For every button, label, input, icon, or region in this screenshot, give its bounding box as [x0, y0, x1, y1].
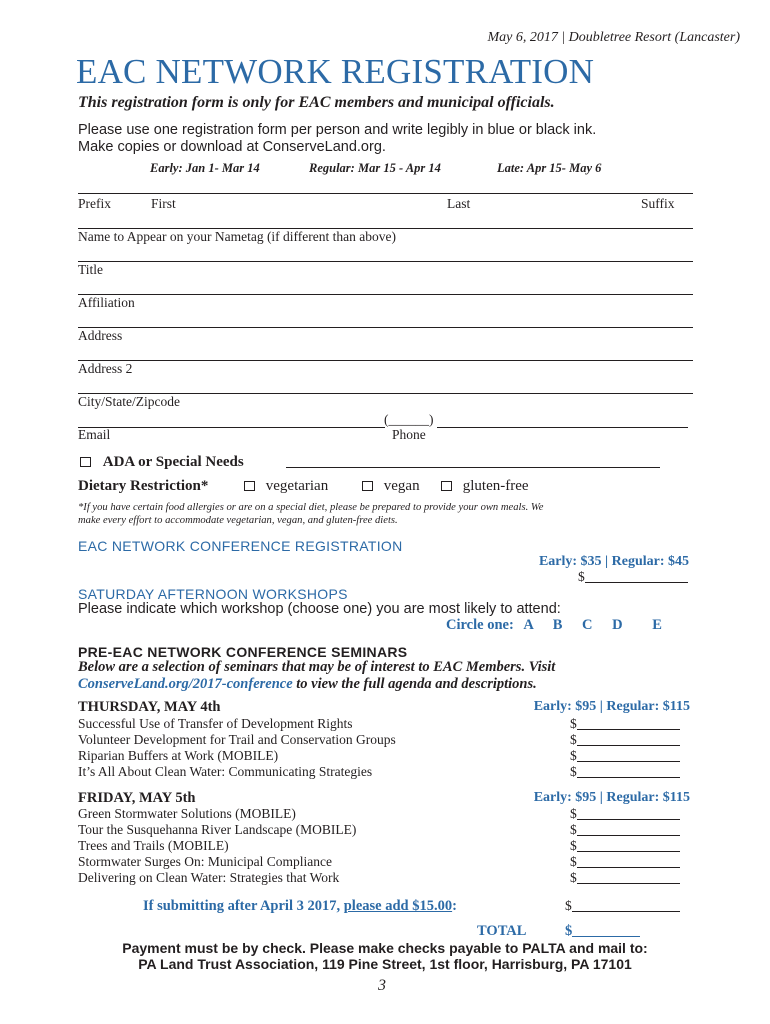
workshop-choice-d[interactable]: D — [612, 617, 623, 633]
friday-amount-1[interactable]: $ — [570, 806, 680, 822]
payment-line-2: PA Land Trust Association, 119 Pine Street, 1st floor, Harrisburg, PA 17101 — [138, 956, 632, 972]
late-fee-amount-field[interactable]: $ — [565, 898, 680, 914]
vegan-checkbox[interactable] — [362, 481, 373, 491]
dietary-option-gluten-free — [441, 478, 529, 495]
dietary-option-vegetarian — [244, 478, 328, 495]
thursday-amount-4[interactable]: $ — [570, 764, 680, 780]
phone-paren: (______) — [384, 412, 434, 427]
event-header: May 6, 2017 | Doubletree Resort (Lancaster) — [487, 30, 740, 45]
prefix-label: Prefix — [78, 196, 111, 211]
page-number: 3 — [378, 977, 386, 994]
thursday-item-1: Successful Use of Transfer of Development Rights — [78, 716, 353, 731]
deadline-early: Early: Jan 1- Mar 14 — [150, 161, 260, 175]
friday-amount-4[interactable]: $ — [570, 854, 680, 870]
first-label: First — [151, 196, 176, 211]
workshop-choice-b[interactable]: B — [552, 617, 563, 633]
workshops-text: Please indicate which workshop (choose one) you are most likely to attend: — [78, 601, 561, 617]
friday-heading: FRIDAY, MAY 5th — [78, 790, 196, 806]
instructions-line-1: Please use one registration form per person and write legibly in blue or black ink. — [78, 122, 597, 138]
gluten-free-checkbox[interactable] — [441, 481, 452, 491]
thursday-amount-1[interactable]: $ — [570, 716, 680, 732]
friday-amount-2[interactable]: $ — [570, 822, 680, 838]
ada-checkbox[interactable] — [80, 457, 91, 467]
address-line[interactable] — [78, 327, 693, 328]
deadline-late: Late: Apr 15- May 6 — [497, 161, 602, 175]
thursday-amount-3-line — [577, 748, 680, 762]
vegetarian-checkbox[interactable] — [244, 481, 255, 491]
phone-label: Phone — [392, 427, 426, 442]
vegan-label: vegan — [383, 478, 420, 494]
thursday-item-4: It’s All About Clean Water: Communicating Strategies — [78, 764, 373, 779]
late-fee-note — [143, 898, 457, 915]
thursday-item-3: Riparian Buffers at Work (MOBILE) — [78, 748, 279, 763]
friday-amount-5-line — [577, 870, 680, 884]
friday-amount-3-line — [577, 838, 680, 852]
friday-amount-3[interactable]: $ — [570, 838, 680, 854]
last-label: Last — [447, 196, 471, 211]
thursday-price: Early: $95 | Regular: $115 — [533, 699, 690, 714]
deadline-regular: Regular: Mar 15 - Apr 14 — [309, 161, 441, 175]
workshop-choice-a[interactable]: A — [523, 617, 534, 633]
seminars-heading: PRE-EAC NETWORK CONFERENCE SEMINARS — [78, 644, 408, 660]
thursday-amount-2[interactable]: $ — [570, 732, 680, 748]
email-line[interactable] — [78, 427, 385, 428]
workshop-choices — [446, 617, 662, 634]
thursday-amount-1-line — [577, 716, 680, 730]
email-label: Email — [78, 427, 111, 442]
address-label: Address — [78, 328, 123, 343]
thursday-amount-4-line — [577, 764, 680, 778]
page-subtitle: This registration form is only for EAC members and municipal officials. — [78, 94, 555, 111]
thursday-amount-2-line — [577, 732, 680, 746]
late-fee-amount-line — [572, 898, 680, 912]
ada-label: ADA or Special Needs — [102, 454, 244, 470]
conference-amount[interactable] — [578, 569, 688, 585]
total-dollar: $ — [565, 923, 573, 939]
vegetarian-label: vegetarian — [265, 478, 329, 494]
affiliation-line[interactable] — [78, 294, 693, 295]
thursday-item-2: Volunteer Development for Trail and Conservation Groups — [78, 732, 396, 747]
title-line[interactable] — [78, 261, 693, 262]
total-amount-field[interactable] — [565, 923, 640, 940]
dietary-footnote-1: *If you have certain food allergies or are on a special diet, please be prepared to provide your own meals. We — [78, 502, 544, 513]
nametag-label: Name to Appear on your Nametag (if different than above) — [78, 229, 397, 244]
title-label: Title — [78, 262, 104, 277]
seminars-desc-1: Below are a selection of seminars that may be of interest to EAC Members. Visit — [78, 659, 556, 675]
friday-item-1: Green Stormwater Solutions (MOBILE) — [78, 806, 296, 821]
ada-row — [80, 454, 244, 471]
dietary-label: Dietary Restriction* — [78, 478, 209, 494]
friday-amount-1-line — [577, 806, 680, 820]
affiliation-label: Affiliation — [78, 295, 135, 310]
dietary-footnote-2: make every effort to accommodate vegetarian, vegan, and gluten-free diets. — [78, 515, 398, 526]
conference-dollar: $ — [578, 569, 585, 584]
page-title: EAC NETWORK REGISTRATION — [76, 52, 595, 91]
conference-amount-line — [585, 569, 688, 583]
conference-link[interactable]: ConserveLand.org/2017-conference — [78, 676, 293, 692]
seminars-desc-tail: to view the full agenda and descriptions. — [292, 676, 537, 692]
seminars-desc-2 — [78, 676, 537, 693]
phone-line[interactable] — [437, 427, 688, 428]
friday-price: Early: $95 | Regular: $115 — [533, 790, 690, 805]
late-fee-prefix: If submitting after April 3 2017, — [143, 898, 344, 914]
total-label: TOTAL — [477, 923, 527, 939]
workshop-choice-c[interactable]: C — [582, 617, 593, 633]
dietary-option-vegan — [362, 478, 420, 495]
thursday-amount-3[interactable]: $ — [570, 748, 680, 764]
friday-item-3: Trees and Trails (MOBILE) — [78, 838, 229, 853]
suffix-label: Suffix — [641, 196, 675, 211]
friday-item-4: Stormwater Surges On: Municipal Compliance — [78, 854, 332, 869]
name-line[interactable] — [78, 193, 693, 194]
circle-one-label: Circle one: — [446, 617, 514, 633]
workshop-choice-e[interactable]: E — [652, 617, 662, 633]
conference-heading: EAC NETWORK CONFERENCE REGISTRATION — [78, 538, 403, 554]
friday-amount-2-line — [577, 822, 680, 836]
city-label: City/State/Zipcode — [78, 394, 180, 409]
address2-label: Address 2 — [78, 361, 133, 376]
conference-price: Early: $35 | Regular: $45 — [538, 554, 689, 569]
instructions-line-2: Make copies or download at ConserveLand.org. — [78, 139, 386, 155]
payment-line-1: Payment must be by check. Please make checks payable to PALTA and mail to: — [122, 940, 648, 956]
workshops-heading: SATURDAY AFTERNOON WORKSHOPS — [78, 586, 348, 602]
friday-amount-4-line — [577, 854, 680, 868]
friday-item-2: Tour the Susquehanna River Landscape (MOBILE) — [78, 822, 357, 837]
gluten-free-label: gluten-free — [462, 478, 529, 494]
friday-item-5: Delivering on Clean Water: Strategies that Work — [78, 870, 340, 885]
late-fee-suffix: : — [452, 898, 457, 914]
total-amount-line — [572, 923, 640, 937]
friday-amount-5[interactable]: $ — [570, 870, 680, 886]
ada-line[interactable] — [286, 467, 660, 468]
thursday-heading: THURSDAY, MAY 4th — [78, 699, 221, 715]
late-fee-amount: please add $15.00 — [343, 898, 453, 914]
address2-line[interactable] — [78, 360, 693, 361]
